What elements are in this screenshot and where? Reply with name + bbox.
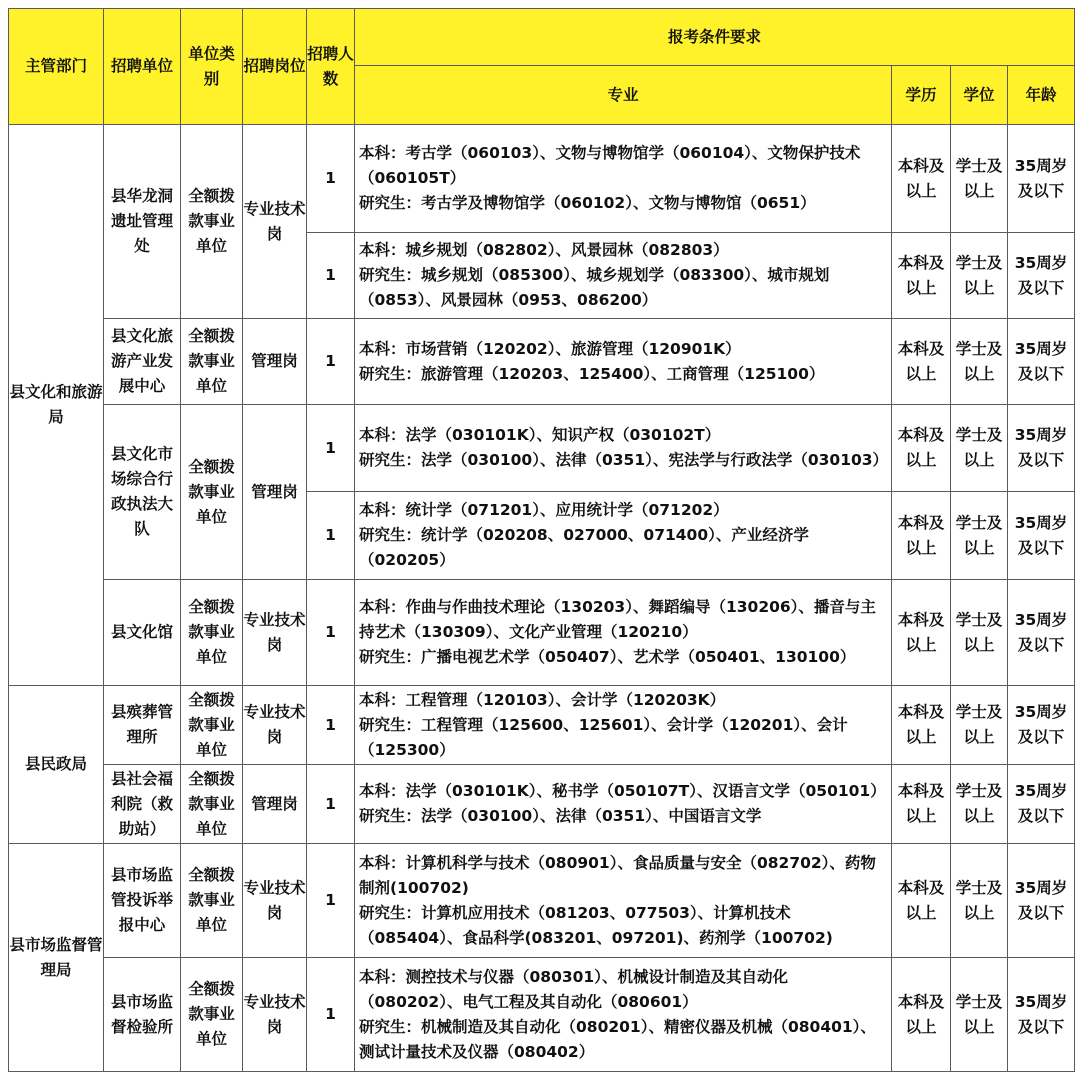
- position-cell: 管理岗: [243, 765, 307, 844]
- major-line: 本科：作曲与作曲技术理论（130203）、舞蹈编导（130206）、播音与主持艺术（130309）、文化产业管理（120210）: [359, 598, 876, 641]
- position-cell: 管理岗: [243, 319, 307, 405]
- table-body: [9, 125, 1075, 1072]
- count-cell: 1: [307, 405, 355, 492]
- education-cell: 本科及以上: [892, 844, 951, 958]
- major-line: 研究生：机械制造及其自动化（080201）、精密仪器及机械（080401）、测试计量技术及仪器（080402）: [359, 1017, 876, 1061]
- unit-cell: 县文化市场综合行政执法大队: [104, 405, 181, 580]
- degree-cell: 学士及以上: [951, 958, 1008, 1072]
- age-cell: 35周岁及以下: [1008, 765, 1075, 844]
- major-cell: [355, 844, 892, 958]
- unit-cell: 县文化馆: [104, 580, 181, 686]
- education-cell: 本科及以上: [892, 765, 951, 844]
- table-row: [9, 958, 1075, 1072]
- education-cell: 本科及以上: [892, 233, 951, 319]
- major-cell: [355, 319, 892, 405]
- degree-cell: 学士及以上: [951, 580, 1008, 686]
- major-cell: [355, 765, 892, 844]
- major-line: 本科：计算机科学与技术（080901）、食品质量与安全（082702）、药物制剂(100702): [359, 853, 876, 897]
- degree-cell: 学士及以上: [951, 233, 1008, 319]
- major-line: 研究生：法学（030100）、法律（0351）、中国语言文学: [359, 807, 762, 825]
- education-cell: 本科及以上: [892, 958, 951, 1072]
- major-cell: [355, 125, 892, 233]
- major-line: 研究生：考古学及博物馆学（060102）、文物与博物馆（0651）: [359, 194, 816, 212]
- age-cell: 35周岁及以下: [1008, 405, 1075, 492]
- table-header: [9, 9, 1075, 125]
- major-line: 本科：法学（030101K）、秘书学（050107T）、汉语言文学（050101）: [359, 782, 886, 800]
- count-cell: 1: [307, 844, 355, 958]
- major-line: 本科：城乡规划（082802）、风景园林（082803）: [359, 241, 729, 259]
- unit-cell: 县市场监管投诉举报中心: [104, 844, 181, 958]
- position-cell: 专业技术岗: [243, 844, 307, 958]
- count-cell: 1: [307, 125, 355, 233]
- unit-cell: 县殡葬管理所: [104, 686, 181, 765]
- education-cell: 本科及以上: [892, 125, 951, 233]
- unit-cell: 县市场监督检验所: [104, 958, 181, 1072]
- major-line: 本科：统计学（071201）、应用统计学（071202）: [359, 501, 729, 519]
- table-row: [9, 580, 1075, 686]
- header-education: 学历: [892, 66, 951, 125]
- major-line: 本科：市场营销（120202）、旅游管理（120901K）: [359, 339, 741, 358]
- age-cell: 35周岁及以下: [1008, 125, 1075, 233]
- major-line: 研究生：广播电视艺术学（050407）、艺术学（050401、130100）: [359, 648, 856, 666]
- unit-type-cell: 全额拨款事业单位: [181, 958, 243, 1072]
- unit-cell: 县华龙洞遗址管理处: [104, 125, 181, 319]
- major-line: 研究生：旅游管理（120203、125400）、工商管理（125100）: [359, 364, 825, 383]
- education-cell: 本科及以上: [892, 319, 951, 405]
- header-dept: 主管部门: [9, 9, 104, 125]
- table-row: [9, 844, 1075, 958]
- major-line: 本科：测控技术与仪器（080301）、机械设计制造及其自动化（080202）、电气工程及其自动化（080601）: [359, 967, 788, 1011]
- header-major: 专业: [355, 66, 892, 125]
- position-cell: 专业技术岗: [243, 686, 307, 765]
- header-age: 年龄: [1008, 66, 1075, 125]
- unit-cell: 县文化旅游产业发展中心: [104, 319, 181, 405]
- dept-cell: 县市场监督管理局: [9, 844, 104, 1072]
- count-cell: 1: [307, 580, 355, 686]
- major-line: 本科：考古学（060103）、文物与博物馆学（060104）、文物保护技术（060105T）: [359, 144, 861, 187]
- education-cell: 本科及以上: [892, 405, 951, 492]
- recruitment-table: [8, 8, 1075, 1072]
- dept-cell: 县文化和旅游局: [9, 125, 104, 686]
- degree-cell: 学士及以上: [951, 844, 1008, 958]
- major-line: 研究生：法学（030100）、法律（0351）、宪法学与行政法学（030103）: [359, 451, 889, 469]
- major-cell: [355, 580, 892, 686]
- unit-cell: 县社会福利院（救助站）: [104, 765, 181, 844]
- degree-cell: 学士及以上: [951, 765, 1008, 844]
- age-cell: 35周岁及以下: [1008, 844, 1075, 958]
- unit-type-cell: 全额拨款事业单位: [181, 765, 243, 844]
- major-cell: [355, 958, 892, 1072]
- count-cell: 1: [307, 765, 355, 844]
- unit-type-cell: 全额拨款事业单位: [181, 125, 243, 319]
- degree-cell: 学士及以上: [951, 405, 1008, 492]
- table-row: [9, 319, 1075, 405]
- table-row: [9, 765, 1075, 844]
- major-line: 本科：工程管理（120103）、会计学（120203K）: [359, 690, 726, 709]
- position-cell: 专业技术岗: [243, 580, 307, 686]
- unit-type-cell: 全额拨款事业单位: [181, 686, 243, 765]
- header-requirements: 报考条件要求: [355, 9, 1075, 66]
- degree-cell: 学士及以上: [951, 686, 1008, 765]
- degree-cell: 学士及以上: [951, 125, 1008, 233]
- major-line: 本科：法学（030101K）、知识产权（030102T）: [359, 426, 721, 444]
- unit-type-cell: 全额拨款事业单位: [181, 405, 243, 580]
- education-cell: 本科及以上: [892, 492, 951, 580]
- age-cell: 35周岁及以下: [1008, 492, 1075, 580]
- count-cell: 1: [307, 958, 355, 1072]
- header-degree: 学位: [951, 66, 1008, 125]
- age-cell: 35周岁及以下: [1008, 958, 1075, 1072]
- unit-type-cell: 全额拨款事业单位: [181, 319, 243, 405]
- major-cell: [355, 233, 892, 319]
- age-cell: 35周岁及以下: [1008, 580, 1075, 686]
- major-cell: [355, 492, 892, 580]
- unit-type-cell: 全额拨款事业单位: [181, 580, 243, 686]
- degree-cell: 学士及以上: [951, 319, 1008, 405]
- header-position: 招聘岗位: [243, 9, 307, 125]
- major-line: 研究生：统计学（020208、027000、071400）、产业经济学（020205）: [359, 526, 809, 569]
- major-line: 研究生：计算机应用技术（081203、077503）、计算机技术（085404）、食品科学(083201、097201)、药剂学（100702): [359, 903, 833, 947]
- major-cell: [355, 686, 892, 765]
- major-cell: [355, 405, 892, 492]
- age-cell: 35周岁及以下: [1008, 233, 1075, 319]
- position-cell: 专业技术岗: [243, 958, 307, 1072]
- age-cell: 35周岁及以下: [1008, 686, 1075, 765]
- table-row: [9, 125, 1075, 233]
- count-cell: 1: [307, 686, 355, 765]
- table-row: [9, 405, 1075, 492]
- major-line: 研究生：城乡规划（085300）、城乡规划学（083300）、城市规划（0853）、风景园林（0953、086200）: [359, 266, 830, 309]
- count-cell: 1: [307, 233, 355, 319]
- education-cell: 本科及以上: [892, 580, 951, 686]
- position-cell: 专业技术岗: [243, 125, 307, 319]
- header-unit: 招聘单位: [104, 9, 181, 125]
- header-unit-type: 单位类别: [181, 9, 243, 125]
- header-count: 招聘人数: [307, 9, 355, 125]
- unit-type-cell: 全额拨款事业单位: [181, 844, 243, 958]
- age-cell: 35周岁及以下: [1008, 319, 1075, 405]
- education-cell: 本科及以上: [892, 686, 951, 765]
- major-line: 研究生：工程管理（125600、125601）、会计学（120201）、会计（125300）: [359, 715, 848, 759]
- position-cell: 管理岗: [243, 405, 307, 580]
- count-cell: 1: [307, 319, 355, 405]
- degree-cell: 学士及以上: [951, 492, 1008, 580]
- table-row: [9, 686, 1075, 765]
- count-cell: 1: [307, 492, 355, 580]
- dept-cell: 县民政局: [9, 686, 104, 844]
